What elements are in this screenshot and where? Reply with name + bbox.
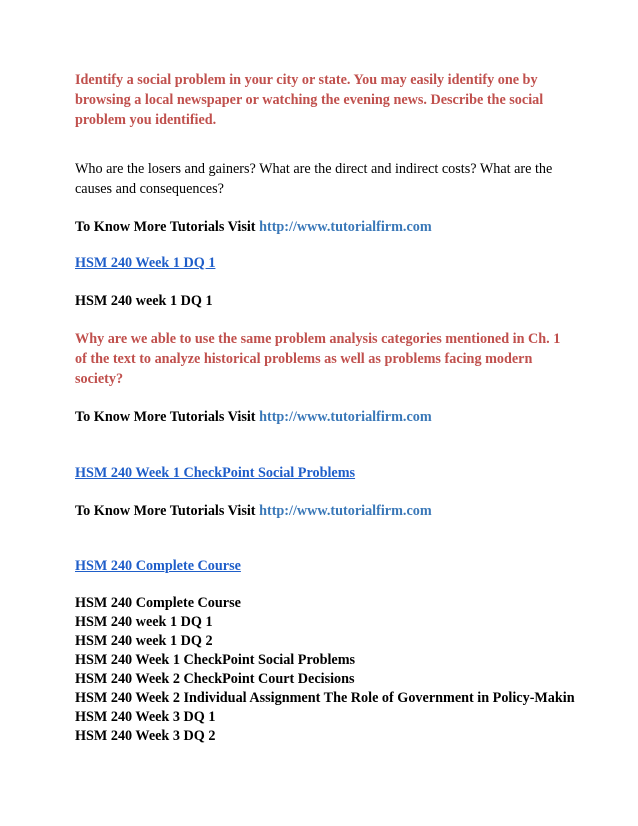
dq1-question: Why are we able to use the same problem analysis categories mentioned in Ch. 1 of the text to analyze historical problems as well as problems facing modern society?	[75, 331, 561, 387]
tutorial-url-link-3[interactable]: http://www.tutorialfirm.com	[259, 503, 432, 519]
document-page	[75, 70, 575, 746]
complete-course-link-line	[75, 556, 575, 576]
visit-prefix: To Know More Tutorials Visit	[75, 503, 256, 519]
hsm240-complete-course-link[interactable]: HSM 240 Complete Course	[75, 558, 241, 574]
visit-line-3	[75, 501, 575, 521]
tutorial-url-link-1[interactable]: http://www.tutorialfirm.com	[259, 219, 432, 235]
hsm240-week1-dq1-link[interactable]: HSM 240 Week 1 DQ 1	[75, 255, 216, 271]
course-item: HSM 240 Complete Course	[75, 595, 241, 611]
course-item: HSM 240 week 1 DQ 2	[75, 633, 213, 649]
course-item: HSM 240 Week 1 CheckPoint Social Problems	[75, 652, 356, 668]
visit-prefix: To Know More Tutorials Visit	[75, 409, 256, 425]
hsm240-checkpoint-link[interactable]: HSM 240 Week 1 CheckPoint Social Problems	[75, 465, 356, 481]
dq1-heading: HSM 240 week 1 DQ 1	[75, 293, 213, 309]
visit-line-1	[75, 217, 575, 237]
tutorial-url-link-2[interactable]: http://www.tutorialfirm.com	[259, 409, 432, 425]
course-item: HSM 240 Week 2 Individual Assignment The Role of Government in Policy-Makin	[75, 690, 575, 706]
followup-question: Who are the losers and gainers? What are the direct and indirect costs? What are the causes and consequences?	[75, 161, 553, 197]
checkpoint-link-line	[75, 463, 575, 483]
course-item: HSM 240 Week 2 CheckPoint Court Decisions	[75, 671, 355, 687]
course-item: HSM 240 Week 3 DQ 2	[75, 728, 216, 744]
dq1-link-line	[75, 253, 575, 273]
intro-question: Identify a social problem in your city or state. You may easily identify one by browsing a local newspaper or watching the evening news. Describe the social problem you identified.	[75, 72, 544, 128]
course-item: HSM 240 week 1 DQ 1	[75, 614, 213, 630]
course-item-list	[75, 594, 575, 746]
course-item: HSM 240 Week 3 DQ 1	[75, 709, 216, 725]
visit-line-2	[75, 407, 575, 427]
visit-prefix: To Know More Tutorials Visit	[75, 219, 256, 235]
